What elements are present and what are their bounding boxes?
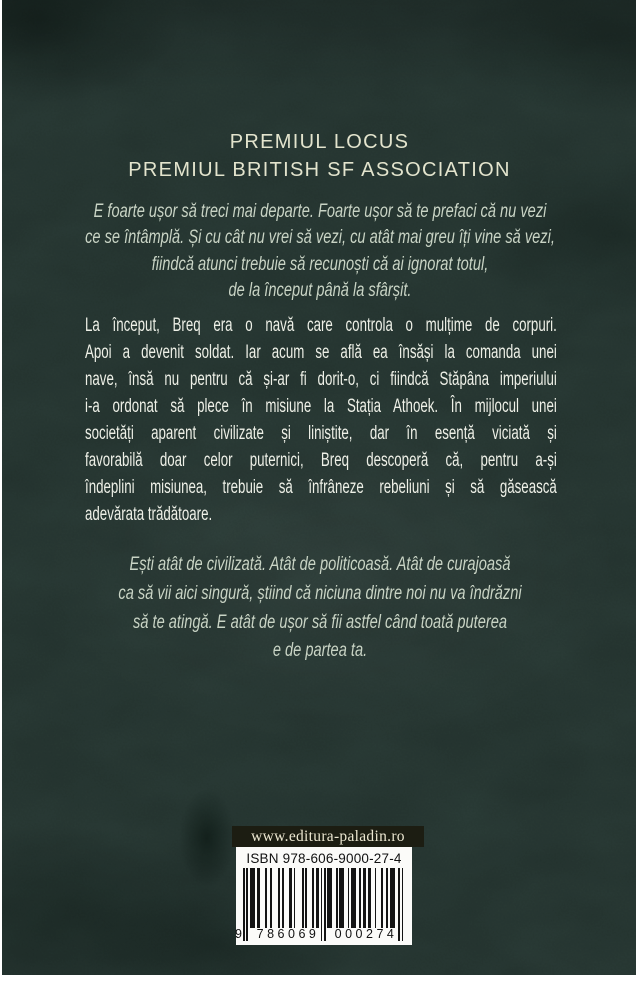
synopsis-line: nave, însă nu pentru că și-ar fi dorit-o, ci fiindcă Stăpâna imperiului <box>85 369 557 390</box>
barcode-digit-first: 9 <box>235 927 242 941</box>
synopsis-line: i-a ordonat să plece în misiune la Stația Athoek. În mijlocul unei <box>85 396 557 417</box>
quote-line: fiindcă atunci trebuie să recunoști că ai ignorat totul, <box>151 252 489 275</box>
synopsis-line: La început, Breq era o navă care controla o mulțime de corpuri. <box>85 315 557 336</box>
quote-line: ce se întâmplă. Și cu cât nu vrei să vezi, cu atât mai greu îți vine să vezi, <box>85 226 555 249</box>
barcode-digits-left: 786069 <box>256 927 320 941</box>
quote-line: Ești atât de civilizată. Atât de politicoasă. Atât de curajoasă <box>129 553 511 575</box>
publisher-website-bar <box>232 826 424 847</box>
quote-line: ca să vii aici singură, știind că niciuna dintre noi nu va îndrăzni <box>118 581 522 604</box>
barcode-digits-right: 000274 <box>334 927 398 941</box>
isbn-barcode-box <box>236 847 412 945</box>
synopsis-line: societăți aparent civilizate și liniștite, dar în esență viciată și <box>85 423 557 444</box>
ean13-barcode <box>235 868 405 944</box>
publisher-website-url: www.editura-paladin.ro <box>251 828 405 845</box>
synopsis-line: îndeplini misiunea, trebuie să înfrâneze rebeliuni și să găsească <box>85 477 557 498</box>
opening-quote <box>58 198 583 303</box>
synopsis-line: adevărata trădătoare. <box>85 504 213 525</box>
quote-line: e de partea ta. <box>272 639 368 662</box>
closing-quote <box>58 550 583 665</box>
quote-line: să te atingă. E atât de ușor să fii astfel când toată puterea <box>133 610 507 633</box>
synopsis-line: favorabilă doar celor puternici, Breq descoperă că, pentru a-și <box>85 450 557 471</box>
synopsis-line: Apoi a devenit soldat. Iar acum se află ea însăși la comanda unei <box>85 342 557 363</box>
quote-line: de la început până la sfârșit. <box>228 278 412 301</box>
synopsis-paragraph <box>85 312 557 528</box>
award-lines <box>0 129 639 184</box>
award-line-locus: PREMIUL LOCUS <box>229 131 410 153</box>
quote-line: E foarte ușor să treci mai departe. Foarte ușor să te prefaci că nu vezi <box>93 200 547 222</box>
isbn-label: ISBN 978-606-9000-27-4 <box>246 851 402 866</box>
award-line-bsfa: PREMIUL BRITISH SF ASSOCIATION <box>128 158 511 181</box>
barcode-digits <box>235 927 405 942</box>
